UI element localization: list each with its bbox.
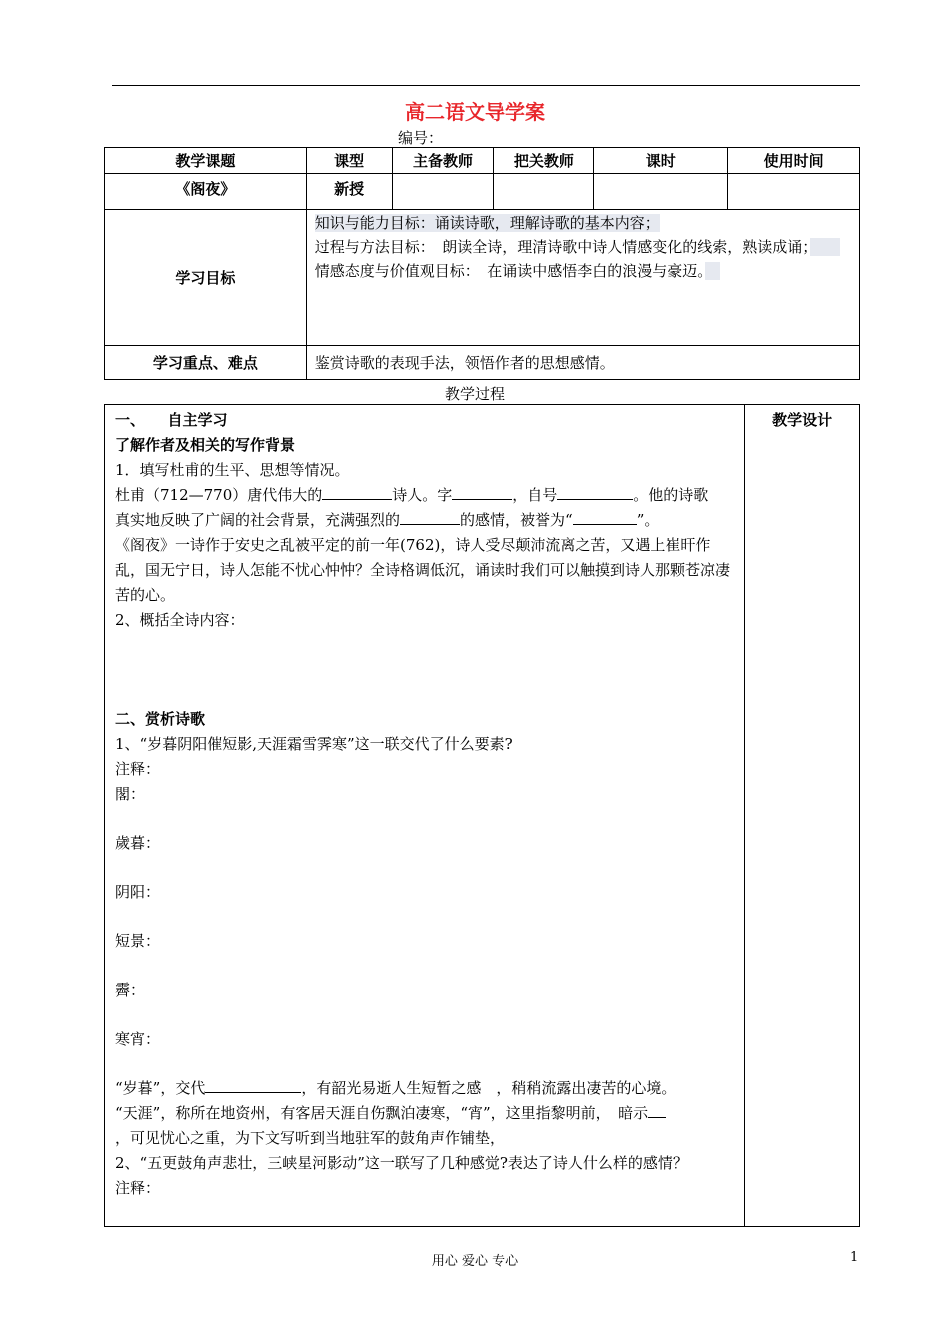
periods-value bbox=[594, 174, 728, 210]
appreciation-question-2: 2、“五更鼓角声悲壮，三峡星河影动”这一联写了几种感觉?表达了诗人什么样的感情？ bbox=[115, 1154, 688, 1172]
date-value bbox=[728, 174, 860, 210]
serial-number-label: 编号： bbox=[398, 129, 444, 147]
section-1-subtitle: 了解作者及相关的写作背景 bbox=[115, 436, 296, 454]
term-duanjing: 短景： bbox=[115, 932, 161, 950]
goals-label: 学习目标 bbox=[105, 210, 307, 346]
footer-motto: 用心 爱心 专心 bbox=[431, 1254, 519, 1269]
goals-cell bbox=[306, 210, 859, 346]
process-caption: 教学过程 bbox=[444, 385, 505, 403]
keypoints-label: 学习重点、难点 bbox=[105, 346, 307, 380]
author-fill-line-1: 杜甫（712—770）唐代伟大的 诗人。字 ，自号 。他的诗歌 bbox=[115, 483, 736, 508]
question-2: 2、概括全诗内容： bbox=[115, 611, 245, 629]
header-topic: 教学课题 bbox=[105, 148, 307, 174]
section-1-title: 一、 自主学习 bbox=[115, 411, 228, 429]
header-lesson-type: 课型 bbox=[306, 148, 392, 174]
answer-line-1: “岁暮”，交代 ，有韶光易逝人生短暂之感 ，稍稍流露出凄苦的心境。 bbox=[115, 1076, 736, 1101]
header-review-teacher: 把关教师 bbox=[494, 148, 594, 174]
notes-label-2: 注释： bbox=[115, 1179, 161, 1197]
notes-label: 注释： bbox=[115, 760, 161, 778]
header-lead-teacher: 主备教师 bbox=[392, 148, 494, 174]
term-ge: 閣： bbox=[115, 785, 146, 803]
info-value-row bbox=[105, 174, 860, 210]
lesson-type-value: 新授 bbox=[306, 174, 392, 210]
answer-line-3: ，可见忧心之重，为下文写听到当地驻军的鼓角声作铺垫， bbox=[115, 1129, 506, 1147]
goal-knowledge: 知识与能力目标：诵读诗歌，理解诗歌的基本内容； bbox=[314, 214, 660, 232]
term-suimu: 歲暮： bbox=[115, 834, 161, 852]
header-periods: 课时 bbox=[594, 148, 728, 174]
document-title: 高二语文导学案 bbox=[405, 100, 545, 124]
page-number: 1 bbox=[850, 1250, 859, 1265]
design-column bbox=[745, 405, 860, 1227]
term-yinyang: 阴阳： bbox=[115, 883, 161, 901]
answer-line-2: “天涯”，称所在地资州，有客居天涯自伤飘泊凄寒，“宵”，这里指黎明前， 暗示 bbox=[115, 1101, 736, 1126]
header-date: 使用时间 bbox=[728, 148, 860, 174]
keypoints-value: 鉴赏诗歌的表现手法，领悟作者的思想感情。 bbox=[306, 346, 859, 380]
lesson-info-table bbox=[104, 147, 860, 380]
appreciation-question-1: 1、“岁暮阴阳催短影,天涯霜雪霁寒”这一联交代了什么要素? bbox=[115, 735, 513, 753]
background-paragraph: 《阁夜》一诗作于安史之乱被平定的前一年(762)，诗人受尽颠沛流离之苦，又遇上崔旰作乱，国无宁日，诗人怎能不忧心忡忡？全诗格调低沉，诵读时我们可以触摸到诗人那颗苍凉凄苦的心。 bbox=[115, 536, 731, 604]
question-1: 1．填写杜甫的生平、思想等情况。 bbox=[115, 461, 350, 479]
process-content-cell bbox=[105, 405, 745, 1227]
process-table bbox=[104, 404, 860, 1227]
design-label: 教学设计 bbox=[772, 411, 833, 429]
goal-process: 过程与方法目标： 朗读全诗，理清诗歌中诗人情感变化的线索，熟读成诵； bbox=[307, 235, 859, 259]
info-header-row bbox=[105, 148, 860, 174]
author-fill-line-2: 真实地反映了广阔的社会背景，充满强烈的 的感情，被誉为“ ”。 bbox=[115, 508, 736, 533]
goal-attitude: 情感态度与价值观目标： 在诵读中感悟李白的浪漫与豪迈。 bbox=[307, 259, 859, 283]
goals-row bbox=[105, 210, 860, 346]
keypoints-row bbox=[105, 346, 860, 380]
review-teacher-value bbox=[494, 174, 594, 210]
term-ji: 霽： bbox=[115, 981, 146, 999]
section-2-title: 二、赏析诗歌 bbox=[115, 710, 206, 728]
header-rule bbox=[112, 85, 860, 86]
lead-teacher-value bbox=[392, 174, 494, 210]
topic-value: 《阁夜》 bbox=[105, 174, 307, 210]
term-hanxiao: 寒宵： bbox=[115, 1030, 161, 1048]
